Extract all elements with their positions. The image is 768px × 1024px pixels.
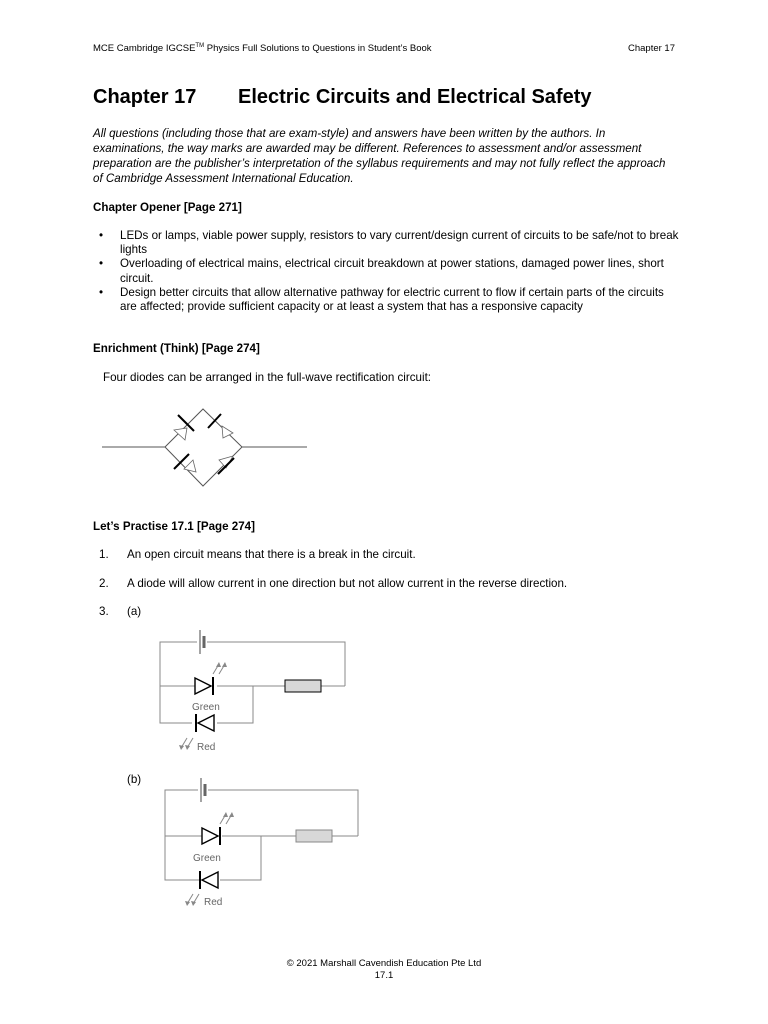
chapter-opener-heading: Chapter Opener [Page 271] [93,201,242,214]
chapter-opener-bullets [99,229,679,314]
part-label: (a) [127,605,142,618]
bullet-item: • LEDs or lamps, viable power supply, resistors to vary current/design current of circuits to be safe/not to break lights [99,229,679,257]
led-circuit-diagram-b [160,770,370,910]
chapter-name: Electric Circuits and Electrical Safety [238,86,592,108]
resistor-symbol [285,680,321,692]
question-answer: An open circuit means that there is a break in the circuit. [127,548,416,561]
green-label: Green [193,853,221,864]
bridge-rectifier-diagram [95,400,315,495]
footer [0,958,768,982]
bullet-dot: • [99,229,104,242]
red-label: Red [197,742,216,753]
cell-symbol [200,630,204,654]
green-led-symbol [202,812,234,845]
part-label: (b) [127,773,142,786]
trademark-sup: TM [195,43,205,49]
green-label: Green [192,702,220,713]
enrichment-heading: Enrichment (Think) [Page 274] [93,342,260,355]
footer-copyright: © 2021 Marshall Cavendish Education Pte Ltd [286,958,482,969]
bullet-item: • Design better circuits that allow alternative pathway for electric current to flow if certain parts of the circuits are affected; provide sufficient capacity or at least a system that has a responsive capacity [99,285,664,314]
bullet-dot: • [99,257,104,271]
enrichment-text: Four diodes can be arranged in the full-wave rectification circuit: [103,371,432,384]
cell-symbol [201,778,205,802]
green-led-symbol [195,662,227,695]
diode-symbol [174,454,196,472]
resistor-symbol [296,830,332,842]
question-number: 2. [99,577,109,590]
running-header-chapter: Chapter 17 [627,43,675,54]
bullet-dot: • [99,285,104,299]
chapter-number: Chapter 17 [93,86,197,108]
chapter-title [93,86,592,109]
disclaimer-paragraph: All questions (including those that are exam-style) and answers have been written by the authors. In examinations, the way marks are awarded may be different. References to assessment and/or assessment preparation are the publisher’s interpretation of the syllabus requirements and may not fully reflect the approach of Cambridge Assessment International Education. [93,127,666,185]
diode-symbol [218,456,234,474]
bullet-item: • Overloading of electrical mains, electrical circuit breakdown at power stations, damaged power lines, short circuit. [99,257,664,285]
question-number: 3. [99,605,109,618]
practise-heading: Let’s Practise 17.1 [Page 274] [93,520,255,533]
question-answer: A diode will allow current in one direction but not allow current in the reverse direction. [127,577,568,590]
page-number: 17.1 [374,970,394,981]
red-label: Red [204,897,223,908]
running-header-title: MCE Cambridge IGCSE™ Physics Full Solutions to Questions in Student’s Book [93,43,432,55]
led-circuit-diagram-a [155,622,355,757]
question-number: 1. [99,548,109,561]
